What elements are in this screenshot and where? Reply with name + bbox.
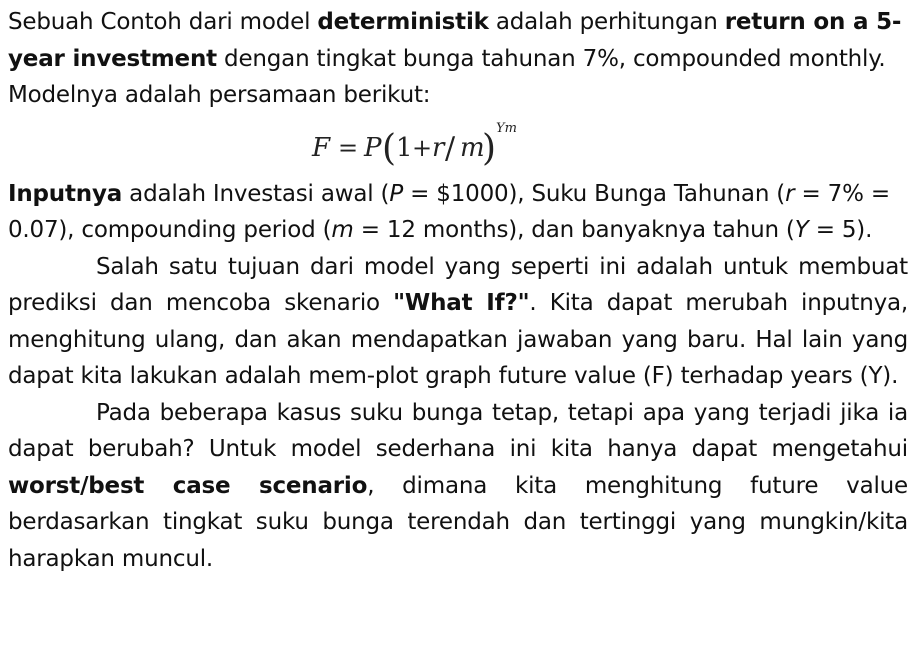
formula-block bbox=[8, 114, 908, 176]
formula-exponent: Ym bbox=[496, 120, 517, 136]
scenario-paragraph bbox=[8, 395, 908, 578]
formula-slash: / bbox=[445, 130, 456, 166]
formula-lparen: ( bbox=[382, 127, 397, 169]
term-inputnya: Inputnya bbox=[8, 180, 123, 207]
var-p: P bbox=[389, 180, 403, 207]
var-m: m bbox=[331, 217, 354, 243]
intro-text-1: Sebuah Contoh dari model bbox=[8, 9, 318, 35]
intro-text-3: dengan tingkat bunga tahunan 7%, compounded monthly. Modelnya adalah persamaan berikut: bbox=[8, 45, 886, 108]
formula-p: P bbox=[364, 132, 382, 163]
var-y: Y bbox=[794, 217, 809, 243]
term-what-if: "What If?" bbox=[393, 290, 530, 316]
formula-one: 1 bbox=[396, 132, 413, 163]
var-r: r bbox=[785, 180, 795, 207]
inputs-text-1: adalah Investasi awal ( bbox=[122, 180, 390, 207]
document-page bbox=[8, 4, 908, 577]
intro-text-2: adalah perhitungan bbox=[488, 9, 725, 35]
formula-rparen: ) bbox=[482, 127, 497, 169]
formula-equals: = bbox=[338, 133, 359, 162]
inputs-text-4: = 12 months), dan banyaknya tahun ( bbox=[353, 217, 795, 243]
scenario-text-1: Pada beberapa kasus suku bunga tetap, tetapi apa yang terjadi jika ia dapat berubah? Untuk model sederhana ini kita hanya dapat mengetahui bbox=[8, 399, 908, 462]
term-deterministik: deterministik bbox=[317, 9, 489, 35]
inputs-text-5: = 5). bbox=[808, 217, 873, 243]
compound-interest-formula bbox=[308, 116, 538, 174]
formula-f: F bbox=[312, 132, 331, 163]
intro-paragraph bbox=[8, 4, 908, 114]
formula-m: m bbox=[460, 132, 485, 163]
term-return-investment: return on a 5-year investment bbox=[8, 9, 902, 72]
formula-plus: + bbox=[412, 133, 433, 162]
term-worst-best-case: worst/best case scenario bbox=[8, 472, 368, 499]
inputs-text-2: = $1000), Suku Bunga Tahunan ( bbox=[402, 180, 786, 207]
whatif-text-2: . Kita dapat merubah inputnya, menghitung ulang, dan akan mendapatkan jawaban yang baru. Hal lain yang dapat kita lakukan adalah mem-plot graph future value (F) terhadap years (Y). bbox=[8, 290, 909, 389]
whatif-text-1: Salah satu tujuan dari model yang seperti ini adalah untuk membuat prediksi dan mencoba skenario bbox=[8, 253, 908, 316]
formula-r: r bbox=[432, 132, 445, 163]
inputs-paragraph bbox=[8, 176, 908, 249]
inputs-text-3: = 7% = 0.07), compounding period ( bbox=[8, 180, 890, 243]
whatif-paragraph bbox=[8, 249, 908, 395]
scenario-text-2: , dimana kita menghitung future value berdasarkan tingkat suku bunga terendah dan tertinggi yang mungkin/kita harapkan muncul. bbox=[8, 472, 908, 572]
